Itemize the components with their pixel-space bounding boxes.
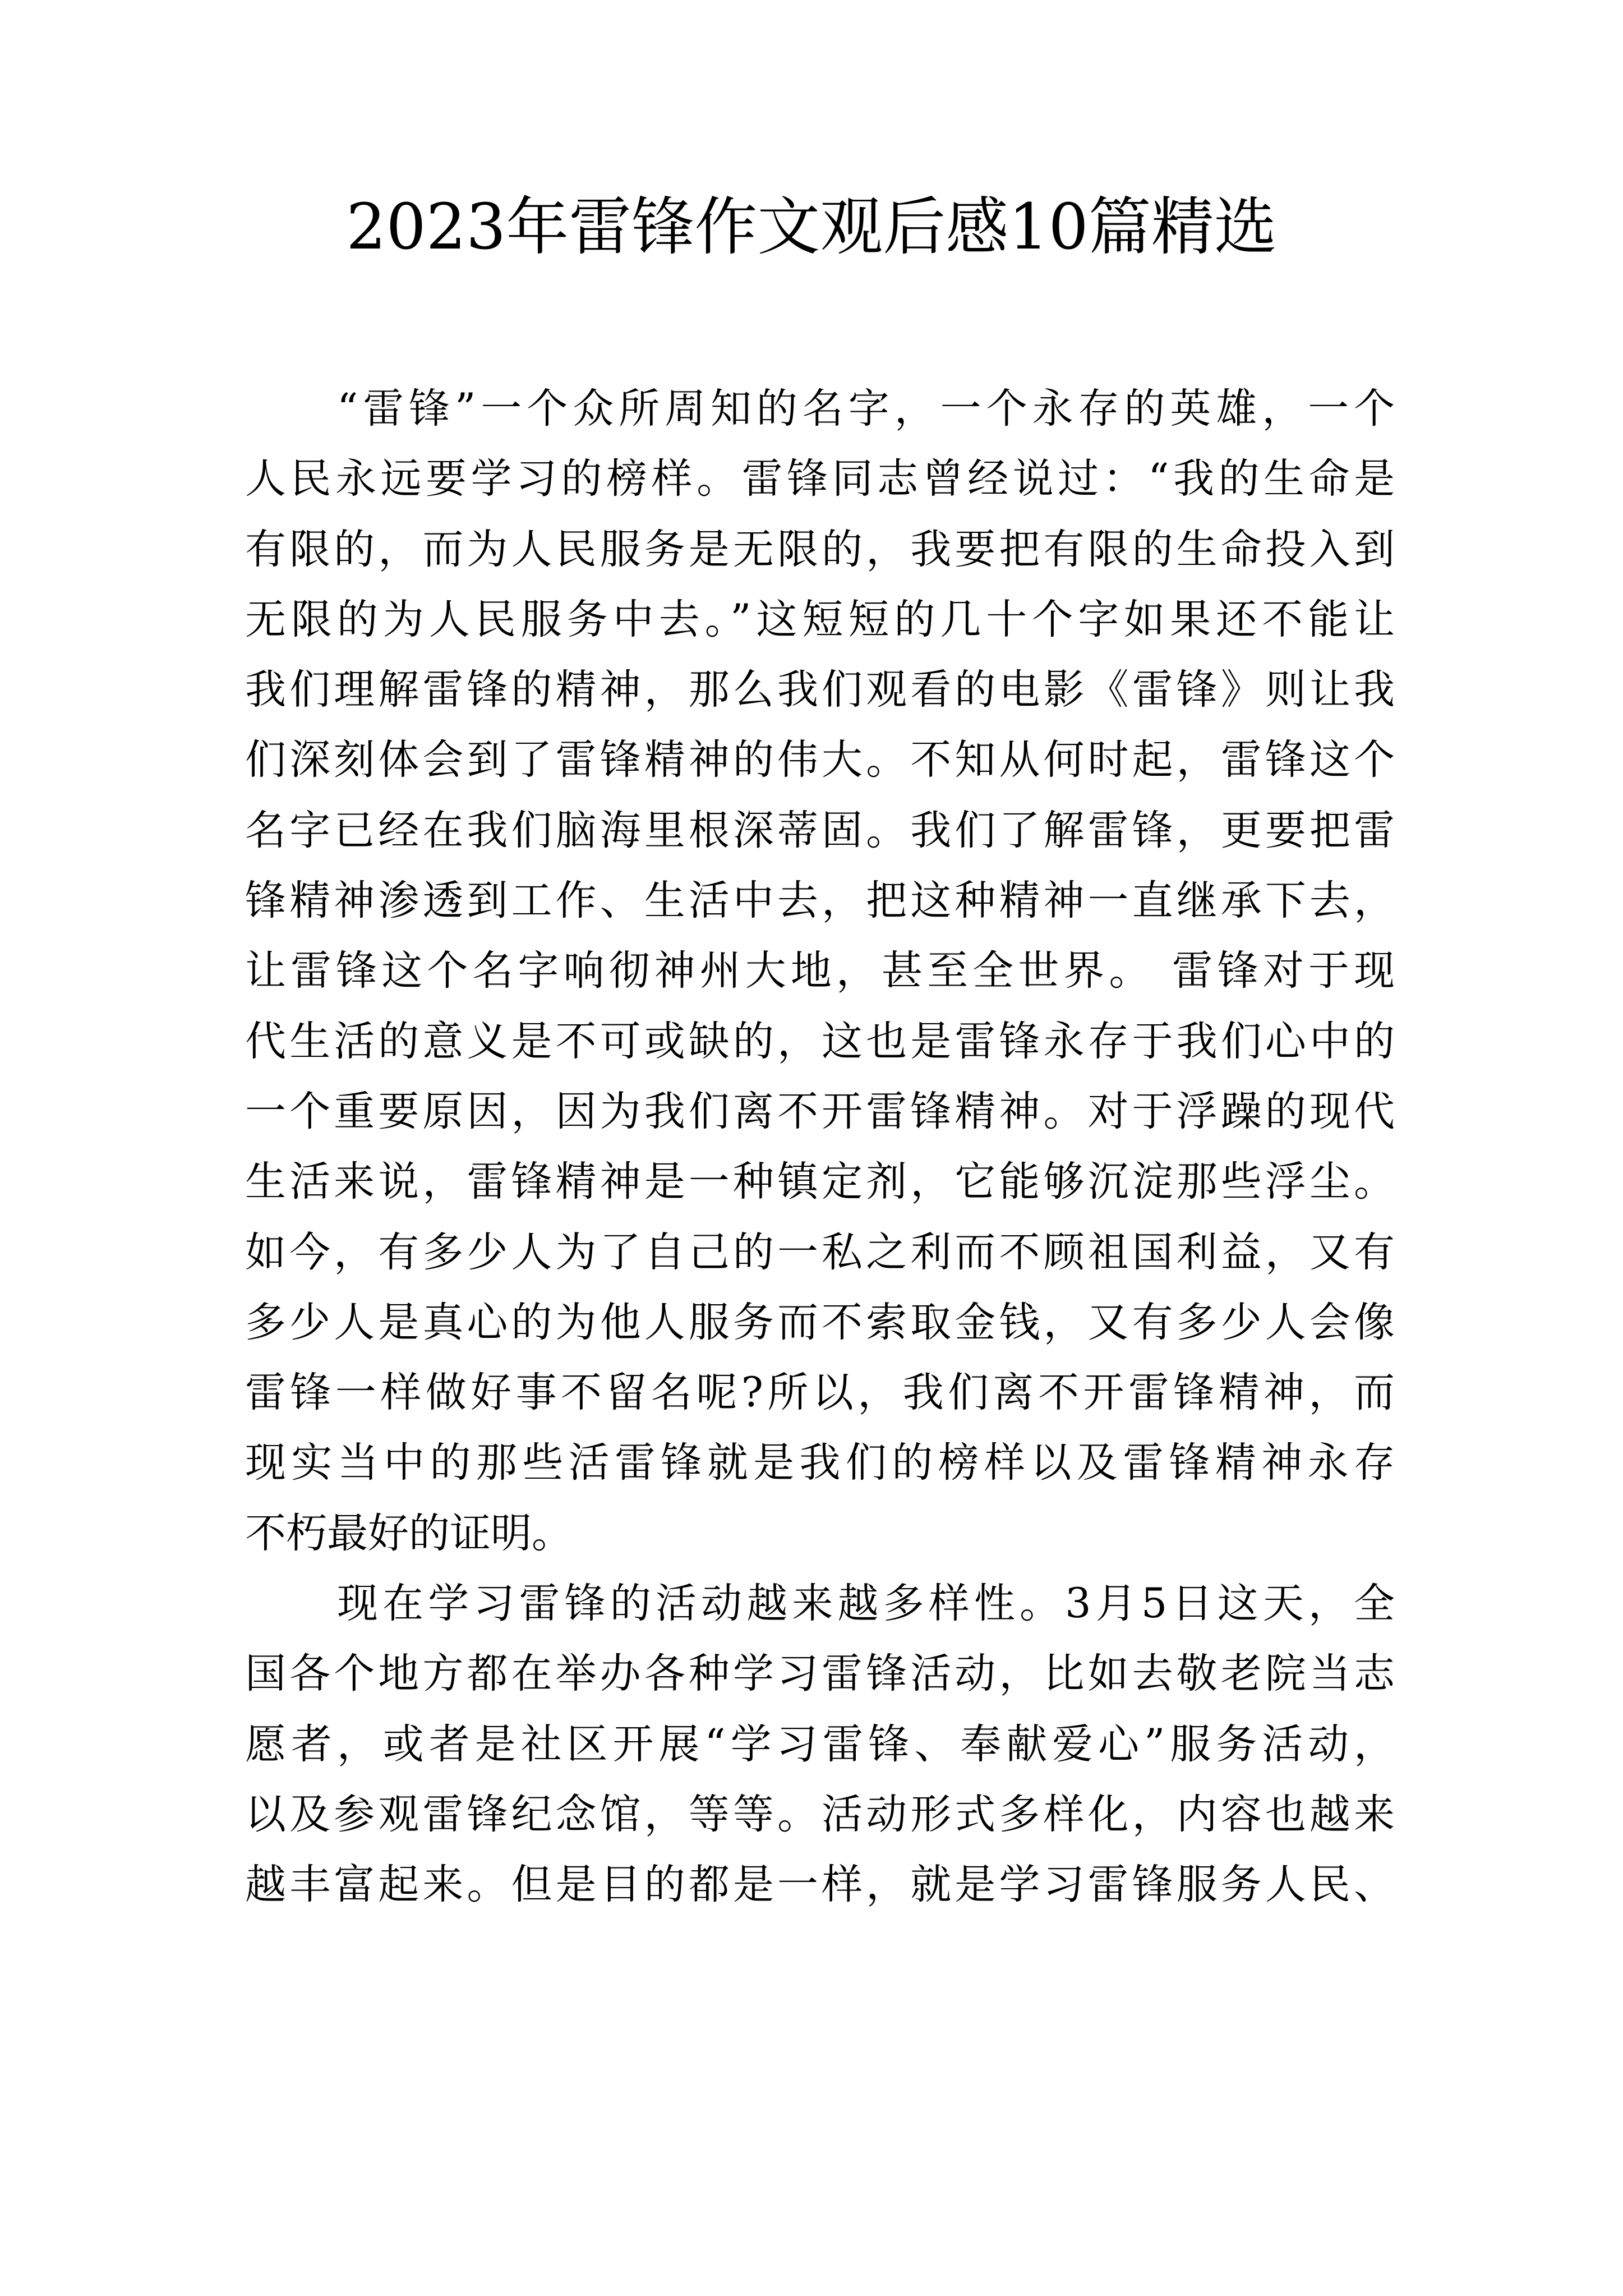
paragraph-1-line: 一个重要原因，因为我们离不开雷锋精神。对于浮躁的现代 (245, 1087, 1395, 1135)
paragraph-1-line: 雷锋一样做好事不留名呢?所以，我们离不开雷锋精神，而 (245, 1369, 1395, 1417)
document-body (245, 374, 1395, 1920)
paragraph-1-line: 我们理解雷锋的精神，那么我们观看的电影《雷锋》则让我 (245, 666, 1395, 714)
paragraph-1-line: 们深刻体会到了雷锋精神的伟大。不知从何时起，雷锋这个 (245, 736, 1395, 784)
paragraph-2-line: 愿者，或者是社区开展“学习雷锋、奉献爱心”服务活动， (245, 1720, 1395, 1768)
paragraph-1-line: 锋精神渗透到工作、生活中去，把这种精神一直继承下去， (245, 877, 1395, 925)
paragraph-1-line: 人民永远要学习的榜样。雷锋同志曾经说过：“我的生命是 (245, 455, 1395, 503)
paragraph-1-line: 不朽最好的证明。 (245, 1509, 573, 1557)
paragraph-1-line: 现实当中的那些活雷锋就是我们的榜样以及雷锋精神永存 (245, 1439, 1395, 1487)
paragraph-2-line: 现在学习雷锋的活动越来越多样性。3月5日这天，全 (337, 1580, 1395, 1628)
paragraph-1-line: 多少人是真心的为他人服务而不索取金钱，又有多少人会像 (245, 1298, 1395, 1346)
paragraph-2-line: 越丰富起来。但是目的都是一样，就是学习雷锋服务人民、 (245, 1861, 1395, 1909)
paragraph-1-line: 让雷锋这个名字响彻神州大地，甚至全世界。 雷锋对于现 (245, 947, 1395, 995)
paragraph-1-line: 有限的，而为人民服务是无限的，我要把有限的生命投入到 (245, 525, 1395, 573)
document-title: 2023年雷锋作文观后感10篇精选 (346, 191, 1277, 264)
paragraph-2-line: 国各个地方都在举办各种学习雷锋活动，比如去敬老院当志 (245, 1650, 1395, 1698)
paragraph-1-line: 代生活的意义是不可或缺的，这也是雷锋永存于我们心中的 (245, 1017, 1395, 1065)
paragraph-1-line: 名字已经在我们脑海里根深蒂固。我们了解雷锋，更要把雷 (245, 806, 1395, 854)
paragraph-1-line: 无限的为人民服务中去。”这短短的几十个字如果还不能让 (245, 595, 1395, 643)
paragraph-2-line: 以及参观雷锋纪念馆，等等。活动形式多样化，内容也越来 (245, 1790, 1395, 1838)
paragraph-1-line: 如今，有多少人为了自己的一私之利而不顾祖国利益，又有 (245, 1228, 1395, 1276)
paragraph-1-line: 生活来说，雷锋精神是一种镇定剂，它能够沉淀那些浮尘。 (245, 1158, 1395, 1206)
paragraph-1-line: “雷锋”一个众所周知的名字，一个永存的英雄，一个 (337, 385, 1395, 432)
